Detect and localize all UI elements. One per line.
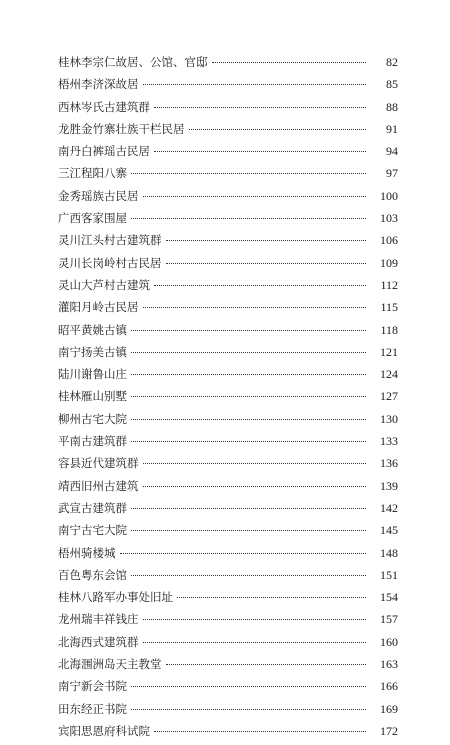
leader-dots — [154, 107, 366, 108]
toc-entry — [58, 344, 398, 366]
toc-entry-page-number: 166 — [380, 679, 398, 694]
toc-entry-title: 龙州瑞丰祥钱庄 — [58, 612, 139, 627]
toc-entry-title: 桂林李宗仁故居、公馆、官邸 — [58, 55, 208, 69]
toc-entry-page-number: 145 — [380, 523, 398, 538]
toc-entry-title: 百色粤东会馆 — [58, 567, 127, 582]
toc-entry — [58, 366, 398, 388]
leader-dots — [131, 396, 366, 397]
toc-entry — [58, 76, 398, 98]
toc-entry-title: 金秀瑶族古民居 — [58, 188, 139, 203]
leader-dots — [131, 508, 366, 509]
leader-dots — [143, 196, 367, 197]
leader-dots — [189, 129, 367, 130]
toc-entry-title: 桂林八路军办事处旧址 — [58, 590, 173, 605]
leader-dots — [131, 330, 366, 331]
toc-entry-page-number: 97 — [386, 166, 398, 181]
toc-entry — [58, 678, 398, 700]
toc-entry-page-number: 160 — [380, 634, 398, 649]
leader-dots — [131, 352, 366, 353]
toc-entry — [58, 121, 398, 143]
toc-entry-title: 三江程阳八寨 — [58, 166, 127, 181]
toc-entry — [58, 522, 398, 544]
toc-entry-title: 梧州李济深故居 — [58, 77, 139, 92]
leader-dots — [177, 597, 366, 598]
leader-dots — [143, 642, 367, 643]
toc-entry-page-number: 109 — [380, 255, 398, 270]
leader-dots — [154, 285, 366, 286]
leader-dots — [131, 173, 366, 174]
leader-dots — [212, 62, 367, 63]
toc-entry — [58, 299, 398, 321]
leader-dots — [143, 307, 367, 308]
toc-entry — [58, 611, 398, 633]
toc-entry — [58, 143, 398, 165]
toc-entry-page-number: 163 — [380, 657, 398, 672]
leader-dots — [131, 686, 366, 687]
toc-entry-title: 广西客家围屋 — [58, 211, 127, 226]
toc-entry-title: 南宁新会书院 — [58, 679, 127, 694]
toc-entry — [58, 388, 398, 410]
toc-entry-title: 灌阳月岭古民居 — [58, 300, 139, 315]
toc-entry — [58, 500, 398, 522]
leader-dots — [166, 240, 367, 241]
leader-dots — [166, 664, 367, 665]
toc-entry-page-number: 121 — [380, 344, 398, 359]
toc-entry-page-number: 151 — [380, 567, 398, 582]
leader-dots — [143, 486, 367, 487]
toc-entry-title: 陆川谢鲁山庄 — [58, 367, 127, 382]
toc-entry-page-number: 85 — [386, 77, 398, 92]
toc-entry-title: 容县近代建筑群 — [58, 456, 139, 471]
toc-entry-page-number: 127 — [380, 389, 398, 404]
toc-entry — [58, 589, 398, 611]
toc-entry-page-number: 118 — [380, 322, 398, 337]
toc-entry-page-number: 157 — [380, 612, 398, 627]
leader-dots — [131, 374, 366, 375]
leader-dots — [154, 731, 366, 732]
toc-entry-title: 灵山大芦村古建筑 — [58, 277, 150, 292]
toc-entry — [58, 634, 398, 656]
toc-entry-page-number: 136 — [380, 456, 398, 471]
toc-entry-page-number: 130 — [380, 411, 398, 426]
toc-entry — [58, 701, 398, 723]
toc-entry-title: 南宁扬美古镇 — [58, 344, 127, 359]
toc-entry-page-number: 124 — [380, 367, 398, 382]
toc-entry — [58, 210, 398, 232]
table-of-contents — [58, 54, 398, 745]
toc-entry-title: 武宣古建筑群 — [58, 500, 127, 515]
toc-entry-title: 桂林雁山别墅 — [58, 389, 127, 404]
leader-dots — [120, 553, 367, 554]
toc-entry-page-number: 172 — [380, 723, 398, 738]
toc-entry-title: 平南古建筑群 — [58, 434, 127, 449]
toc-entry-page-number: 94 — [386, 144, 398, 159]
toc-entry — [58, 165, 398, 187]
toc-entry-page-number: 148 — [380, 545, 398, 560]
toc-entry-page-number: 103 — [380, 211, 398, 226]
leader-dots — [131, 441, 366, 442]
toc-entry — [58, 188, 398, 210]
toc-entry-title: 龙胜金竹寨壮族干栏民居 — [58, 121, 185, 136]
leader-dots — [131, 530, 366, 531]
leader-dots — [143, 619, 367, 620]
toc-entry-title: 靖西旧州古建筑 — [58, 478, 139, 493]
toc-entry-page-number: 154 — [380, 590, 398, 605]
toc-entry — [58, 54, 398, 76]
leader-dots — [154, 151, 366, 152]
toc-entry-title: 灵川长岗岭村古民居 — [58, 255, 162, 270]
toc-entry — [58, 411, 398, 433]
toc-entry — [58, 433, 398, 455]
leader-dots — [143, 463, 367, 464]
leader-dots — [143, 84, 367, 85]
leader-dots — [131, 419, 366, 420]
toc-entry-title: 梧州骑楼城 — [58, 545, 116, 560]
toc-entry-page-number: 115 — [380, 300, 398, 315]
leader-dots — [131, 709, 366, 710]
toc-entry-page-number: 142 — [380, 500, 398, 515]
toc-entry-title: 田东经正书院 — [58, 701, 127, 716]
toc-entry — [58, 723, 398, 745]
toc-entry-page-number: 88 — [386, 99, 398, 114]
toc-entry — [58, 478, 398, 500]
toc-entry-title: 南宁古宅大院 — [58, 523, 127, 538]
toc-entry-page-number: 91 — [386, 121, 398, 136]
toc-entry-title: 南丹白裤瑶古民居 — [58, 144, 150, 159]
toc-entry-title: 昭平黄姚古镇 — [58, 322, 127, 337]
toc-entry-page-number: 112 — [380, 277, 398, 292]
toc-entry-title: 北海西式建筑群 — [58, 634, 139, 649]
toc-entry-page-number: 106 — [380, 233, 398, 248]
leader-dots — [131, 218, 366, 219]
toc-entry — [58, 232, 398, 254]
toc-entry — [58, 455, 398, 477]
toc-entry — [58, 545, 398, 567]
toc-entry-title: 柳州古宅大院 — [58, 411, 127, 426]
toc-entry — [58, 255, 398, 277]
toc-entry-page-number: 139 — [380, 478, 398, 493]
toc-entry-page-number: 100 — [380, 188, 398, 203]
toc-entry — [58, 99, 398, 121]
toc-entry-title: 灵川江头村古建筑群 — [58, 233, 162, 248]
toc-entry — [58, 567, 398, 589]
toc-entry-title: 西林岑氏古建筑群 — [58, 99, 150, 114]
toc-entry-page-number: 169 — [380, 701, 398, 716]
toc-entry-page-number: 133 — [380, 434, 398, 449]
toc-entry — [58, 322, 398, 344]
toc-entry-title: 宾阳思恩府科试院 — [58, 723, 150, 738]
leader-dots — [166, 263, 367, 264]
toc-entry-title: 北海涠洲岛天主教堂 — [58, 657, 162, 672]
toc-entry — [58, 277, 398, 299]
toc-entry-page-number: 82 — [386, 55, 398, 69]
toc-entry — [58, 656, 398, 678]
leader-dots — [131, 575, 366, 576]
